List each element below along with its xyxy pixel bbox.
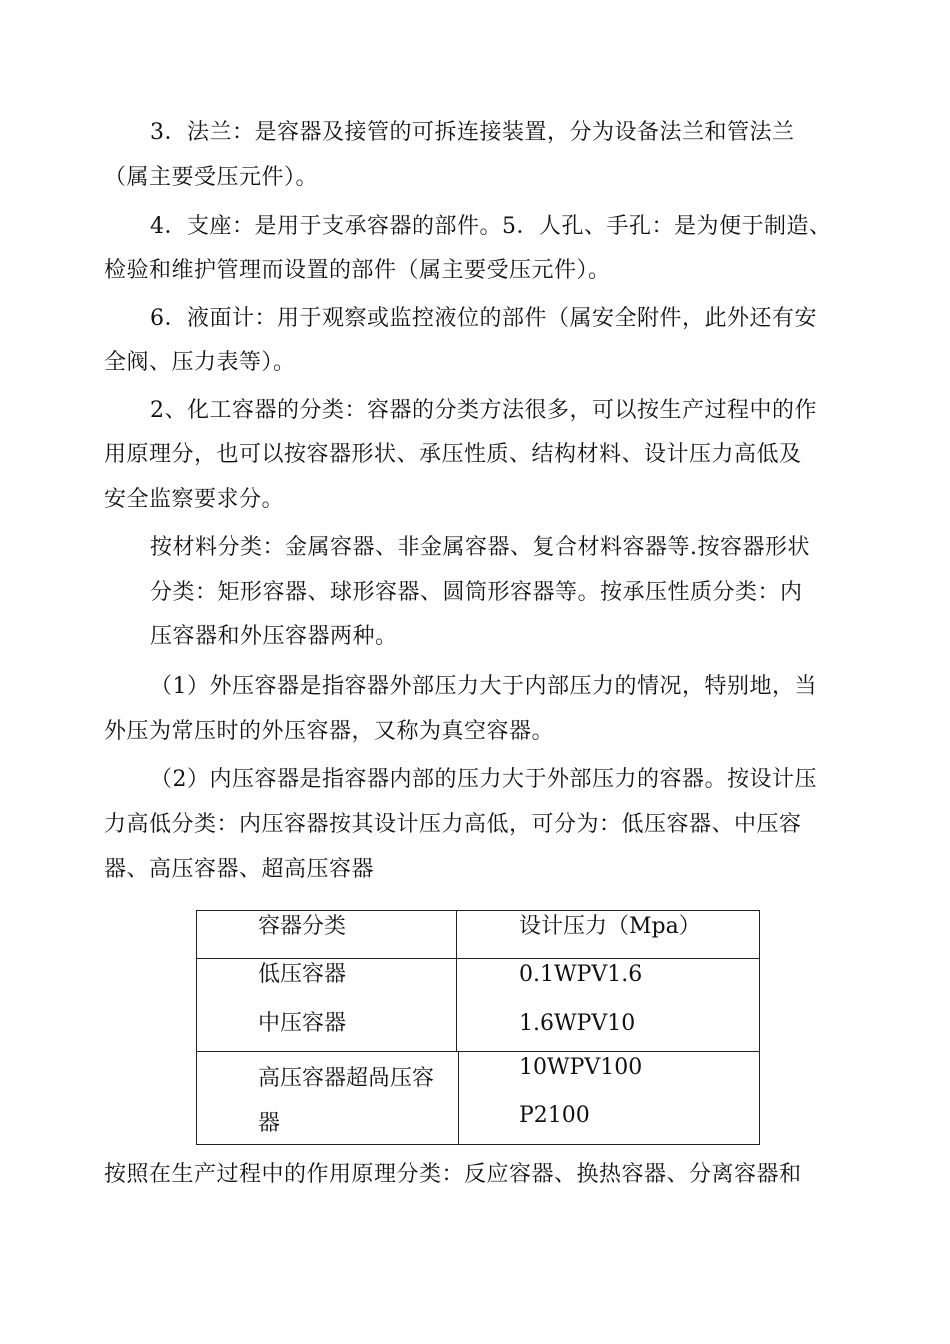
table-header-divider (196, 958, 760, 959)
table-column-divider-top (456, 910, 457, 1052)
paragraph-support-line2: 检验和维护管理而设置的部件（属主要受压元件）。 (104, 258, 611, 283)
paragraph-internal-pressure-line1: （2）内压容器是指容器内部的压力大于外部压力的容器。按设计压 (150, 767, 817, 792)
paragraph-external-pressure-line1: （1）外压容器是指容器外部压力大于内部压力的情况，特别地，当 (150, 674, 817, 699)
paragraph-level-gauge-line1: 6．液面计：用于观察或监控液位的部件（属安全附件，此外还有安 (150, 306, 817, 331)
paragraph-material-line2: 分类：矩形容器、球形容器、圆筒形容器等。按承压性质分类：内 (150, 580, 803, 605)
paragraph-external-pressure-line2: 外压为常压时的外压容器，又称为真空容器。 (104, 719, 555, 744)
table-header-pressure: 设计压力（Mpa） (519, 914, 701, 939)
table-cell-mid-name: 中压容器 (258, 1011, 347, 1036)
table-row-divider (196, 1051, 760, 1052)
paragraph-internal-pressure-line2: 力高低分类：内压容器按其设计压力高低，可分为：低压容器、中压容 (104, 812, 802, 837)
paragraph-flange-line2: （属主要受压元件）。 (104, 165, 319, 190)
table-column-divider-bottom (458, 1051, 459, 1145)
table-cell-high-value: 10WPV100 (519, 1055, 643, 1080)
paragraph-internal-pressure-line3: 器、高压容器、超高压容器 (104, 857, 375, 882)
table-cell-ultra-value: P2100 (519, 1103, 590, 1128)
paragraph-classification-line1: 2、化工容器的分类：容器的分类方法很多，可以按生产过程中的作 (150, 398, 817, 423)
table-cell-low-value: 0.1WPV1.6 (519, 962, 643, 987)
paragraph-classification-line3: 安全监察要求分。 (104, 487, 285, 512)
paragraph-level-gauge-line2: 全阀、压力表等）。 (104, 350, 296, 375)
paragraph-support-line1: 4．支座：是用于支承容器的部件。5．人孔、手孔：是为便于制造、 (150, 214, 832, 239)
table-cell-mid-value: 1.6WPV10 (519, 1011, 636, 1036)
paragraph-classification-line2: 用原理分，也可以按容器形状、承压性质、结构材料、设计压力高低及 (104, 442, 802, 467)
paragraph-material-line3: 压容器和外压容器两种。 (150, 624, 398, 649)
paragraph-flange-line1: 3．法兰：是容器及接管的可拆连接装置，分为设备法兰和管法兰 (150, 120, 795, 145)
table-cell-high-name-line1: 高压容器超咼压容 (258, 1066, 435, 1091)
paragraph-function-line1: 按照在生产过程中的作用原理分类：反应容器、换热容器、分离容器和 (104, 1162, 802, 1187)
table-cell-high-name-line2: 器 (258, 1111, 281, 1136)
table-cell-low-name: 低压容器 (258, 962, 347, 987)
table-header-category: 容器分类 (258, 914, 347, 939)
paragraph-material-line1: 按材料分类：金属容器、非金属容器、复合材料容器等.按容器形状 (150, 535, 810, 560)
